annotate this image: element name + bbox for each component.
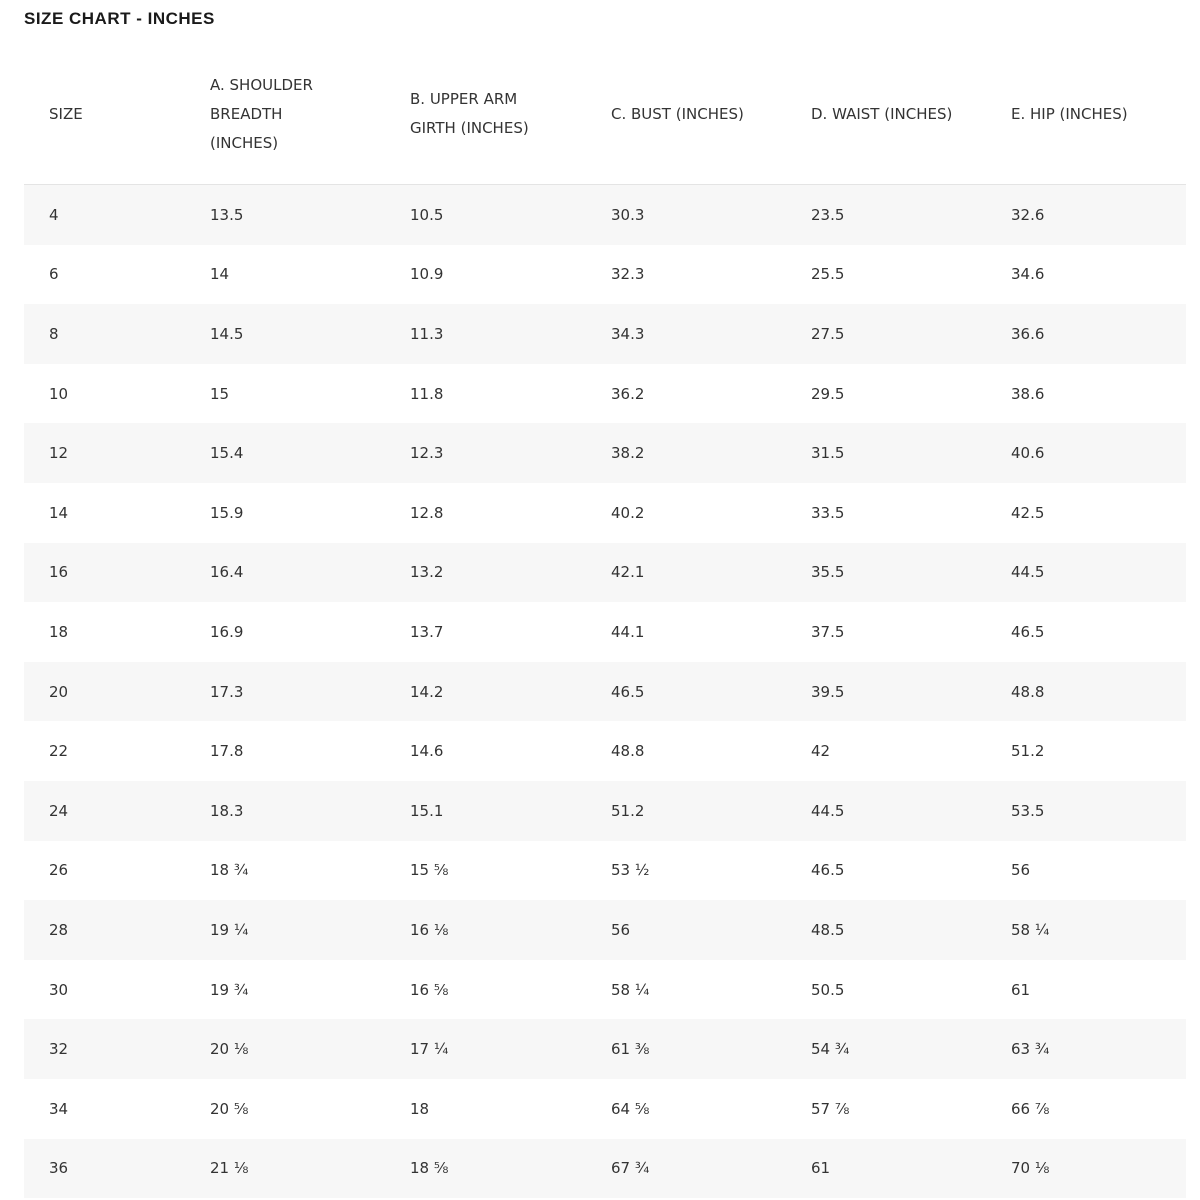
cell-shoulder-breadth: 21 ⅛ [185, 1139, 385, 1199]
cell-hip: 34.6 [986, 245, 1186, 305]
cell-bust: 40.2 [586, 483, 786, 543]
cell-shoulder-breadth: 15 [185, 364, 385, 424]
table-row [24, 364, 1186, 424]
cell-upper-arm-girth: 13.7 [385, 602, 586, 662]
cell-bust: 61 ⅜ [586, 1019, 786, 1079]
cell-size: 34 [24, 1079, 185, 1139]
header-hip: E. HIP (INCHES) [986, 44, 1186, 185]
table-row [24, 841, 1186, 901]
cell-hip: 70 ⅛ [986, 1139, 1186, 1199]
cell-size: 4 [24, 185, 185, 245]
table-row [24, 543, 1186, 603]
cell-waist: 33.5 [786, 483, 986, 543]
cell-hip: 32.6 [986, 185, 1186, 245]
cell-waist: 35.5 [786, 543, 986, 603]
table-row [24, 185, 1186, 245]
cell-waist: 23.5 [786, 185, 986, 245]
cell-upper-arm-girth: 14.6 [385, 721, 586, 781]
cell-bust: 34.3 [586, 304, 786, 364]
cell-shoulder-breadth: 16.4 [185, 543, 385, 603]
cell-size: 22 [24, 721, 185, 781]
header-bust: C. BUST (INCHES) [586, 44, 786, 185]
cell-waist: 44.5 [786, 781, 986, 841]
cell-hip: 53.5 [986, 781, 1186, 841]
cell-shoulder-breadth: 16.9 [185, 602, 385, 662]
cell-shoulder-breadth: 17.8 [185, 721, 385, 781]
header-shoulder-breadth: A. SHOULDER BREADTH (INCHES) [185, 44, 385, 185]
cell-hip: 58 ¼ [986, 900, 1186, 960]
header-waist: D. WAIST (INCHES) [786, 44, 986, 185]
cell-hip: 66 ⅞ [986, 1079, 1186, 1139]
cell-upper-arm-girth: 11.3 [385, 304, 586, 364]
cell-upper-arm-girth: 16 ⅝ [385, 960, 586, 1020]
cell-size: 20 [24, 662, 185, 722]
cell-upper-arm-girth: 11.8 [385, 364, 586, 424]
cell-bust: 58 ¼ [586, 960, 786, 1020]
table-row [24, 423, 1186, 483]
cell-hip: 51.2 [986, 721, 1186, 781]
table-row [24, 304, 1186, 364]
cell-hip: 63 ¾ [986, 1019, 1186, 1079]
cell-waist: 48.5 [786, 900, 986, 960]
cell-waist: 46.5 [786, 841, 986, 901]
cell-bust: 56 [586, 900, 786, 960]
cell-waist: 27.5 [786, 304, 986, 364]
cell-hip: 40.6 [986, 423, 1186, 483]
cell-upper-arm-girth: 18 [385, 1079, 586, 1139]
table-row [24, 721, 1186, 781]
cell-waist: 25.5 [786, 245, 986, 305]
table-row [24, 245, 1186, 305]
size-chart-table [24, 44, 1186, 1198]
cell-shoulder-breadth: 14 [185, 245, 385, 305]
table-row [24, 662, 1186, 722]
cell-hip: 48.8 [986, 662, 1186, 722]
cell-hip: 36.6 [986, 304, 1186, 364]
cell-hip: 42.5 [986, 483, 1186, 543]
cell-shoulder-breadth: 19 ¼ [185, 900, 385, 960]
cell-waist: 57 ⅞ [786, 1079, 986, 1139]
table-row [24, 960, 1186, 1020]
cell-size: 14 [24, 483, 185, 543]
cell-upper-arm-girth: 13.2 [385, 543, 586, 603]
cell-shoulder-breadth: 15.4 [185, 423, 385, 483]
table-body [24, 185, 1186, 1199]
cell-upper-arm-girth: 14.2 [385, 662, 586, 722]
cell-shoulder-breadth: 20 ⅝ [185, 1079, 385, 1139]
cell-bust: 48.8 [586, 721, 786, 781]
cell-upper-arm-girth: 16 ⅛ [385, 900, 586, 960]
cell-bust: 36.2 [586, 364, 786, 424]
header-size: SIZE [24, 44, 185, 185]
cell-size: 32 [24, 1019, 185, 1079]
cell-bust: 67 ¾ [586, 1139, 786, 1199]
cell-bust: 30.3 [586, 185, 786, 245]
cell-upper-arm-girth: 18 ⅝ [385, 1139, 586, 1199]
cell-shoulder-breadth: 13.5 [185, 185, 385, 245]
cell-size: 36 [24, 1139, 185, 1199]
cell-waist: 42 [786, 721, 986, 781]
cell-shoulder-breadth: 14.5 [185, 304, 385, 364]
cell-bust: 38.2 [586, 423, 786, 483]
header-upper-arm-girth: B. UPPER ARM GIRTH (INCHES) [385, 44, 586, 185]
cell-bust: 44.1 [586, 602, 786, 662]
cell-hip: 61 [986, 960, 1186, 1020]
cell-size: 10 [24, 364, 185, 424]
cell-size: 26 [24, 841, 185, 901]
cell-size: 6 [24, 245, 185, 305]
cell-bust: 53 ½ [586, 841, 786, 901]
cell-shoulder-breadth: 17.3 [185, 662, 385, 722]
cell-size: 16 [24, 543, 185, 603]
cell-shoulder-breadth: 15.9 [185, 483, 385, 543]
cell-hip: 44.5 [986, 543, 1186, 603]
page-title: SIZE CHART - INCHES [24, 9, 215, 28]
table-row [24, 1019, 1186, 1079]
header-row [24, 44, 1186, 185]
table-row [24, 602, 1186, 662]
cell-upper-arm-girth: 12.3 [385, 423, 586, 483]
cell-shoulder-breadth: 18 ¾ [185, 841, 385, 901]
cell-size: 18 [24, 602, 185, 662]
cell-hip: 46.5 [986, 602, 1186, 662]
cell-waist: 31.5 [786, 423, 986, 483]
cell-upper-arm-girth: 10.9 [385, 245, 586, 305]
cell-waist: 50.5 [786, 960, 986, 1020]
cell-bust: 64 ⅝ [586, 1079, 786, 1139]
cell-shoulder-breadth: 19 ¾ [185, 960, 385, 1020]
cell-hip: 38.6 [986, 364, 1186, 424]
cell-waist: 61 [786, 1139, 986, 1199]
table-row [24, 900, 1186, 960]
cell-size: 30 [24, 960, 185, 1020]
cell-waist: 29.5 [786, 364, 986, 424]
cell-waist: 54 ¾ [786, 1019, 986, 1079]
cell-size: 24 [24, 781, 185, 841]
cell-shoulder-breadth: 18.3 [185, 781, 385, 841]
table-row [24, 1079, 1186, 1139]
cell-bust: 42.1 [586, 543, 786, 603]
cell-upper-arm-girth: 12.8 [385, 483, 586, 543]
cell-waist: 39.5 [786, 662, 986, 722]
table-row [24, 483, 1186, 543]
cell-size: 12 [24, 423, 185, 483]
cell-upper-arm-girth: 15 ⅝ [385, 841, 586, 901]
cell-bust: 51.2 [586, 781, 786, 841]
cell-hip: 56 [986, 841, 1186, 901]
cell-waist: 37.5 [786, 602, 986, 662]
cell-upper-arm-girth: 15.1 [385, 781, 586, 841]
cell-bust: 32.3 [586, 245, 786, 305]
cell-size: 28 [24, 900, 185, 960]
cell-upper-arm-girth: 10.5 [385, 185, 586, 245]
cell-shoulder-breadth: 20 ⅛ [185, 1019, 385, 1079]
cell-bust: 46.5 [586, 662, 786, 722]
cell-size: 8 [24, 304, 185, 364]
table-row [24, 781, 1186, 841]
table-row [24, 1139, 1186, 1199]
cell-upper-arm-girth: 17 ¼ [385, 1019, 586, 1079]
